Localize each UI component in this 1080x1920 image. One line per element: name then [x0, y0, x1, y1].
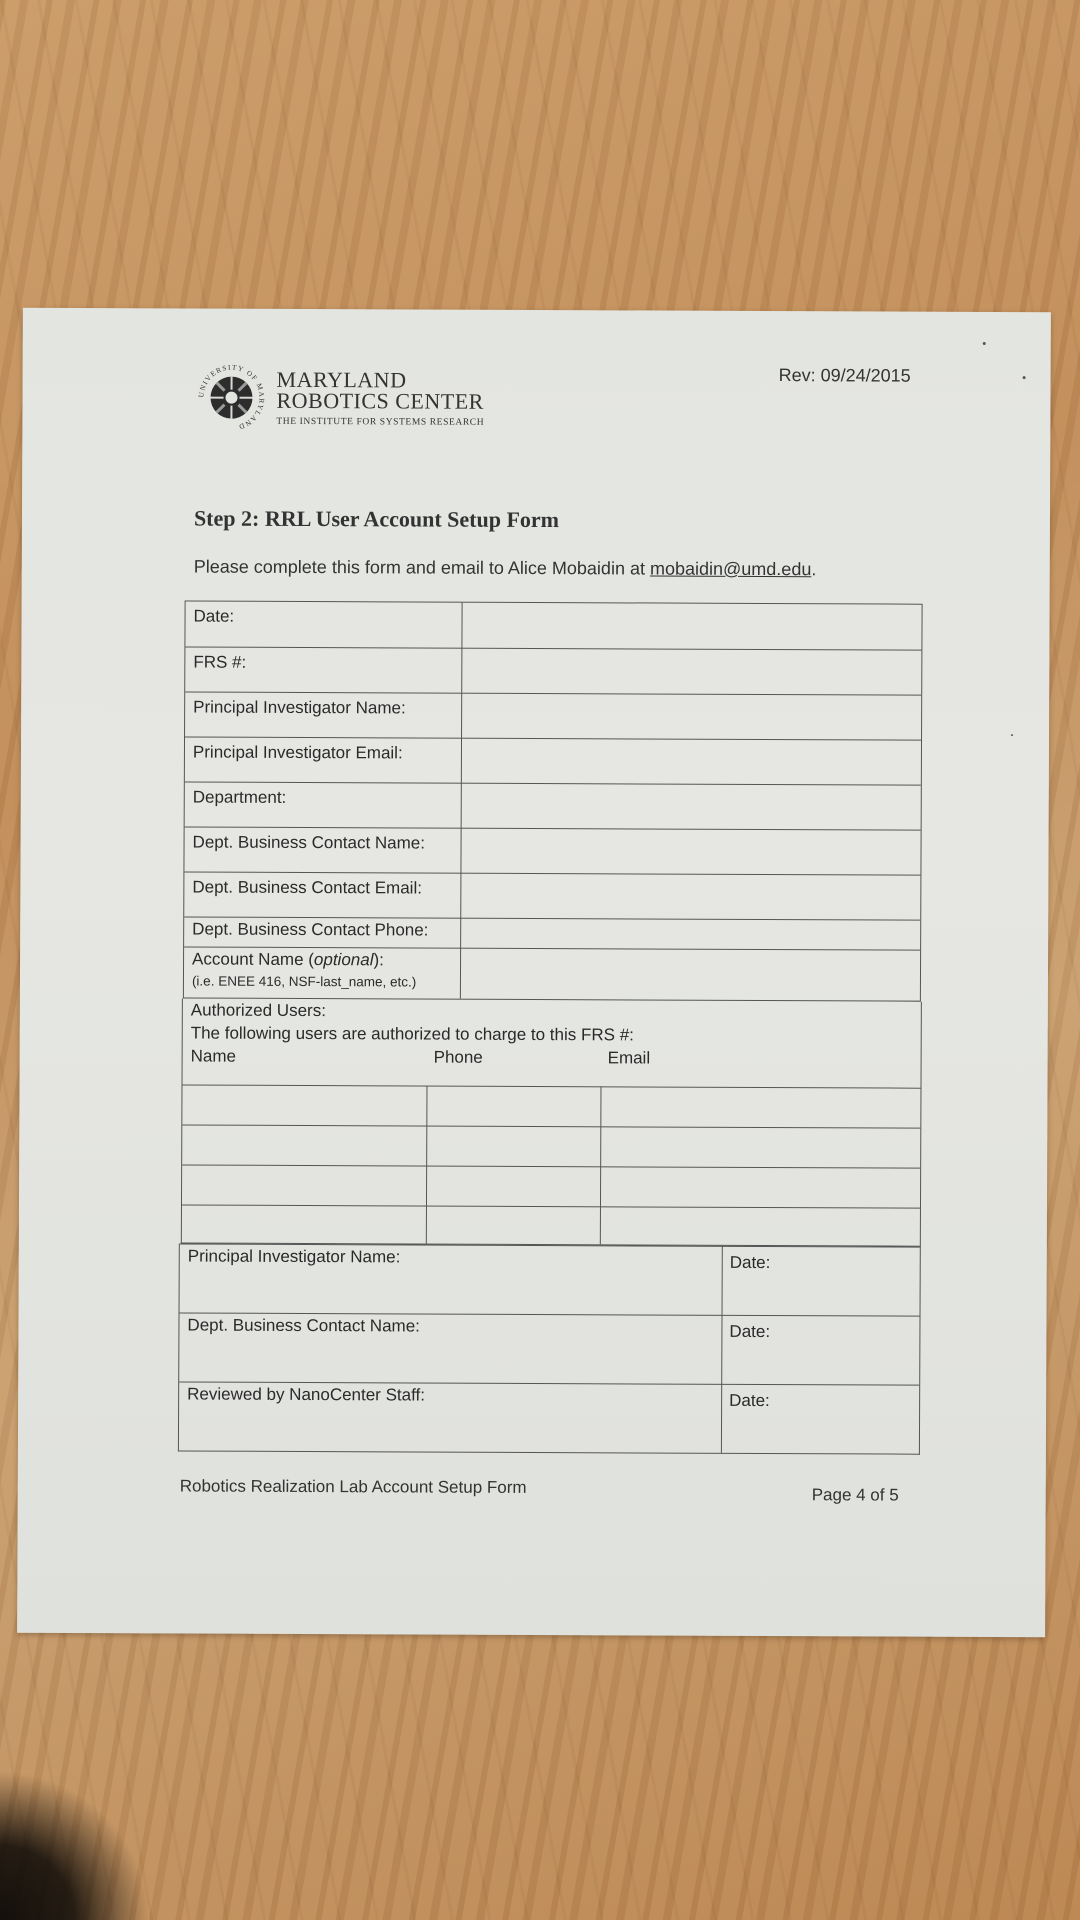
field-label-date: Date: [193, 606, 235, 626]
field-row-pi-name [185, 691, 921, 739]
column-header-phone: Phone [433, 1047, 483, 1067]
footer-page-number: Page 4 of 5 [811, 1485, 899, 1505]
field-label-business-contact-name: Dept. Business Contact Name: [192, 832, 426, 853]
field-label-pi-email: Principal Investigator Email: [192, 742, 403, 763]
field-label-pi-name: Principal Investigator Name: [193, 697, 406, 718]
authorized-user-row [182, 1084, 920, 1127]
maryland-robotics-logo [194, 361, 484, 436]
signature-date-label-pi: Date: [729, 1252, 771, 1273]
field-label-business-contact-email: Dept. Business Contact Email: [192, 877, 423, 898]
authorized-users-header [183, 998, 921, 1087]
instructions-period: . [811, 559, 817, 580]
authorized-users-heading: Authorized Users: [190, 1000, 326, 1021]
account-name-hint: (i.e. ENEE 416, NSF-last_name, etc.) [191, 973, 417, 990]
field-label-account-name: Account Name (optional): (i.e. ENEE 416, NSF-last_name, etc.) [191, 949, 417, 990]
field-row-date [185, 601, 921, 649]
signature-row-reviewer [179, 1381, 919, 1454]
footer-form-name: Robotics Realization Lab Account Setup Form [179, 1476, 527, 1497]
authorized-user-row [182, 1204, 920, 1246]
authorized-user-row [182, 1124, 920, 1167]
form-instructions [194, 557, 817, 581]
logo-wordmark [276, 366, 485, 428]
account-info-table [183, 600, 923, 1001]
signature-date-label-business-contact: Date: [729, 1321, 771, 1342]
column-header-email: Email [607, 1048, 651, 1068]
signature-date-label-reviewer: Date: [729, 1390, 770, 1411]
paper-speck [1011, 734, 1013, 736]
instructions-text: Please complete this form and email to Alice Mobaidin at [193, 556, 651, 579]
signature-row-business-contact [179, 1312, 919, 1384]
field-label-department: Department: [192, 787, 287, 807]
logo-line-institute: THE INSTITUTE FOR SYSTEMS RESEARCH [276, 416, 485, 428]
paper-sheet [17, 308, 1051, 1637]
field-row-account-name [184, 946, 920, 1001]
university-seal-icon [194, 361, 268, 435]
signature-table [178, 1243, 921, 1454]
field-row-frs [185, 646, 921, 694]
optional-label: optional [313, 950, 374, 970]
field-row-department [185, 781, 921, 829]
field-row-pi-email [185, 736, 921, 784]
field-label-frs: FRS #: [193, 652, 247, 672]
revision-date: Rev: 09/24/2015 [778, 365, 911, 386]
field-label-business-contact-phone: Dept. Business Contact Phone: [192, 919, 429, 940]
paper-speck [983, 342, 986, 345]
signature-row-pi [180, 1243, 920, 1315]
column-header-name: Name [190, 1046, 237, 1066]
authorized-users-table [181, 998, 922, 1246]
field-row-business-contact-email [184, 871, 920, 919]
contact-email-link[interactable]: mobaidin@umd.edu [649, 558, 812, 580]
authorized-users-description: The following users are authorized to charge to this FRS #: [190, 1023, 634, 1045]
signature-label-pi: Principal Investigator Name: [187, 1246, 401, 1267]
form-title: Step 2: RRL User Account Setup Form [193, 505, 560, 533]
paper-speck [1023, 376, 1026, 379]
logo-line-robotics-center: ROBOTICS CENTER [276, 387, 484, 414]
logo-line-maryland: MARYLAND [276, 366, 407, 393]
authorized-user-row [182, 1164, 920, 1207]
field-row-business-contact-name [184, 826, 920, 874]
desk-shadow [0, 1770, 150, 1920]
field-row-business-contact-phone [184, 916, 920, 949]
seal-text: UNIVERSITY OF MARYLAND [197, 363, 266, 431]
signature-label-reviewer: Reviewed by NanoCenter Staff: [187, 1384, 426, 1405]
signature-label-business-contact: Dept. Business Contact Name: [187, 1315, 420, 1336]
